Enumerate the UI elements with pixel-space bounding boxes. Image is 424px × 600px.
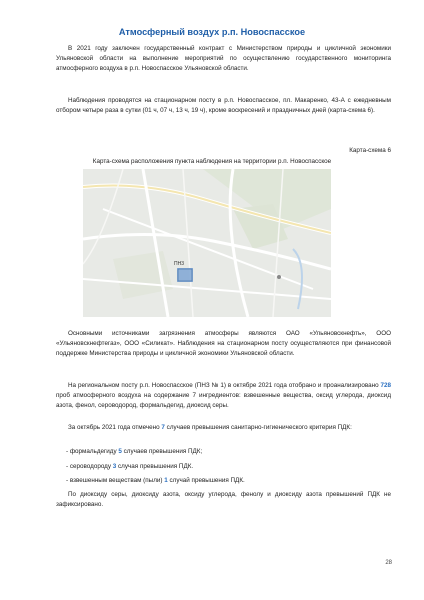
october-text-2: случаев превышения санитарно-гигиенического критерия ПДК: [164,424,352,431]
item-label: - взвешенным веществам (пыли) [66,477,165,484]
october-text-1: За октябрь 2021 года отмечено [68,424,162,431]
station-label: ПН3 [174,261,184,267]
map-caption: Карта-схема расположения пункта наблюдения на территории р.п. Новоспасское [92,158,332,165]
closing-paragraph: По диоксиду серы, диоксиду азота, оксиду углерода, фенолу и диоксиду азота превышений ПДК не зафиксировано. [56,491,391,508]
regional-text-1: На региональном посту р.п. Новоспасское (ПНЗ № 1) в октябре 2021 года отобрано и проанализировано [68,382,381,389]
map-number-caption: Карта-схема 6 [349,147,391,154]
sources-paragraph: Основными источниками загрязнения атмосферы являются ОАО «Ульяновскнефть», ООО «Ульяновскнефтегаз», ООО «Силикат». Наблюдения на стационарном посту осуществляются при финансовой поддержке Министерства природы и цикличной экономики Ульяновской области. [56,330,391,357]
station-marker [177,268,193,282]
page-number: 28 [385,560,392,566]
intro-paragraph-1: В 2021 году заключен государственный контракт с Министерством природы и цикличной экономики Ульяновской области на выполнение мероприятий по осуществлению государственного мониторинга атмосферного воздуха в р.п. Новоспасское Ульяновской области. [56,45,391,72]
october-paragraph [56,423,391,433]
exceedance-item-formaldehyde [66,447,202,457]
item-count: 1 [164,477,168,484]
regional-text-2: проб атмосферного воздуха на содержание 7 ингредиентов: взвешенные вещества, оксид углерода, диоксид азота, фенол, сероводород, формальдегид, диоксид серы. [56,392,391,409]
exceedance-item-hydrogen-sulfide [66,462,193,472]
item-count: 5 [118,448,122,455]
exceedance-count: 7 [161,424,165,431]
item-suffix: случаев превышения ПДК; [121,448,203,455]
item-suffix: случая превышения ПДК. [116,463,194,470]
item-count: 3 [112,463,117,470]
sample-count: 728 [380,382,391,389]
exceedance-item-dust [66,476,245,486]
item-suffix: случай превышения ПДК. [167,477,245,484]
station-map [83,169,331,317]
item-label: - сероводороду [66,463,113,470]
intro-paragraph-2: Наблюдения проводятся на стационарном посту в р.п. Новоспасское, пл. Макаренко, 43-А с ежедневным отбором четыре раза в сутки (01 ч, 07 ч, 13 ч, 19 ч), кроме воскресений и праздничных дней (карта-схема 6). [56,97,391,114]
map-graphic [83,169,331,317]
regional-paragraph [56,381,391,411]
item-label: - формальдегиду [66,448,119,455]
page-title: Атмосферный воздух р.п. Новоспасское [118,27,306,37]
